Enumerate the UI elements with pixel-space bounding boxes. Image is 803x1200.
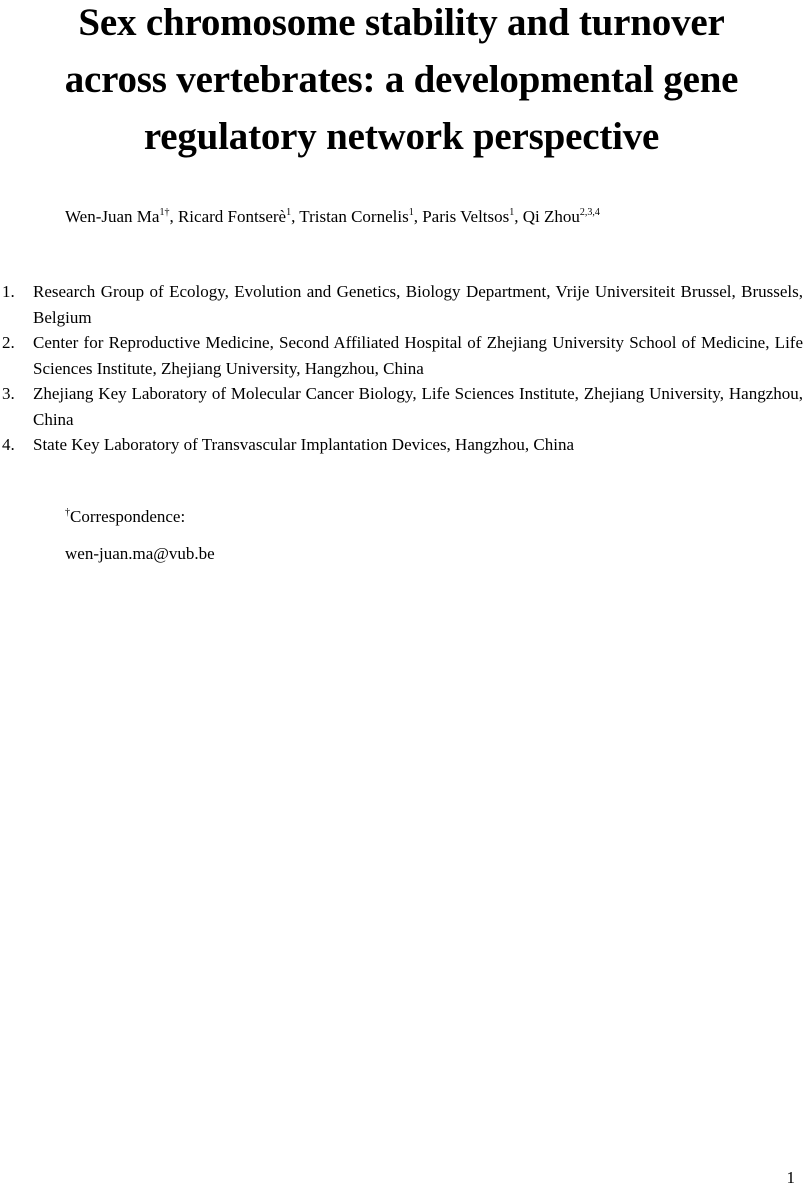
author-separator: , [514, 207, 523, 226]
correspondence-mark: † [65, 507, 70, 518]
author-name: Wen-Juan Ma [65, 207, 160, 226]
page-number: 1 [786, 1168, 795, 1187]
author [178, 207, 299, 226]
affiliation-text: Research Group of Ecology, Evolution and Genetics, Biology Department, Vrije Universiteit Brussel, Brussels, Belgium [33, 282, 803, 327]
correspondence-block [65, 506, 215, 565]
author-name: Qi Zhou [522, 207, 580, 226]
affiliation-number: 3. [2, 384, 15, 403]
title-line-3: regulatory network perspective [143, 115, 660, 158]
author [523, 207, 600, 226]
title-line-2: across vertebrates: a developmental gene [64, 58, 739, 101]
author-name: Paris Veltsos [422, 207, 510, 226]
affiliation-text: State Key Laboratory of Transvascular Implantation Devices, Hangzhou, China [33, 435, 575, 454]
author-separator: , [291, 207, 300, 226]
affiliation-item [0, 330, 803, 381]
affiliation-list [0, 279, 803, 458]
author [299, 207, 422, 226]
affiliation-text: Zhejiang Key Laboratory of Molecular Cancer Biology, Life Sciences Institute, Zhejiang University, Hangzhou, China [33, 384, 803, 429]
author-affiliation-mark: 1 [408, 207, 414, 218]
author-affiliation-mark: 1 [286, 207, 292, 218]
correspondence-label-text: Correspondence: [70, 507, 186, 526]
author-list [65, 206, 600, 228]
correspondence-email: wen-juan.ma@vub.be [65, 544, 215, 563]
affiliation-number: 2. [2, 333, 15, 352]
affiliation-number: 1. [2, 282, 15, 301]
affiliation-item [0, 279, 803, 330]
author-separator: , [413, 207, 423, 226]
title-line-1: Sex chromosome stability and turnover [78, 1, 725, 44]
affiliation-text: Center for Reproductive Medicine, Second Affiliated Hospital of Zhejiang University School of Medicine, Life Sciences Institute, Zhejiang University, Hangzhou, China [33, 333, 803, 378]
correspondence-label [65, 506, 215, 528]
affiliation-item [0, 381, 803, 432]
paper-title [0, 0, 803, 165]
author [65, 207, 178, 226]
author-affiliation-mark: 1 [509, 207, 515, 218]
author-name: Tristan Cornelis [299, 207, 409, 226]
affiliation-number: 4. [2, 435, 15, 454]
author [422, 207, 523, 226]
author-affiliation-mark: 2,3,4 [579, 207, 600, 218]
author-name: Ricard Fontserè [177, 207, 287, 226]
affiliation-item [0, 432, 803, 458]
author-affiliation-mark: 1† [159, 207, 170, 218]
author-separator: , [169, 207, 178, 226]
